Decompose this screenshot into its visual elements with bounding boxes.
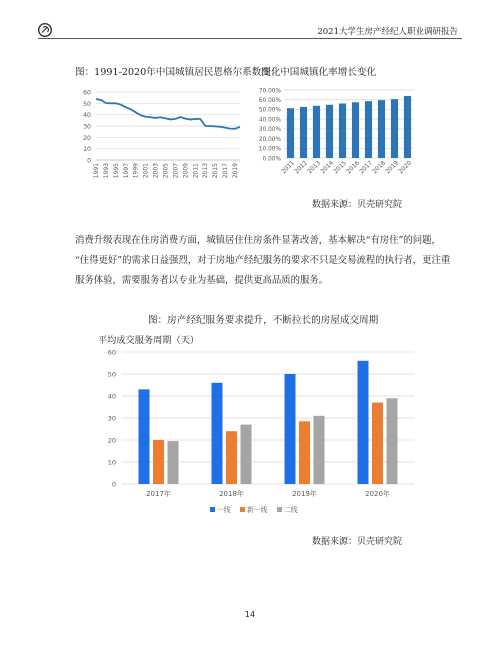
page-number: 14 xyxy=(244,610,256,619)
y-tick-label: 0.00% xyxy=(262,156,281,163)
x-tick-label: 2018年 xyxy=(219,490,244,498)
legend-label: 一线 xyxy=(217,506,231,514)
y-tick-label: 10 xyxy=(83,146,91,154)
x-tick-label: 2013 xyxy=(202,163,210,179)
x-tick-label: 2019年 xyxy=(292,490,317,498)
y-tick-label: 0 xyxy=(111,480,116,489)
x-tick-label: 2005 xyxy=(162,163,170,179)
bar-urbanization-rate xyxy=(365,101,372,158)
figure-caption-engel: 图：1991-2020年中国城镇居民恩格尔系数变化 xyxy=(75,67,281,78)
bar-urbanization-rate xyxy=(313,106,320,158)
x-tick-label: 2018 xyxy=(371,159,388,176)
body-paragraph-line-3: 服务体验，需要服务者以专业为基础，提供更高品质的服务。 xyxy=(75,275,329,286)
bar-new-tier1 xyxy=(153,440,164,484)
x-tick-label: 1995 xyxy=(112,163,120,179)
x-tick-label: 2011 xyxy=(192,163,200,179)
legend-label: 新一线 xyxy=(247,506,268,514)
x-tick-label: 2012 xyxy=(293,159,310,176)
y-tick-label: 40 xyxy=(107,392,116,401)
x-tick-label: 2017 xyxy=(358,159,375,176)
chart-title-avg-cycle: 平均成交服务周期（天） xyxy=(98,335,200,346)
bar-urbanization-rate xyxy=(339,104,346,158)
y-tick-label: 10.00% xyxy=(258,146,281,153)
x-tick-label: 2003 xyxy=(152,163,160,179)
data-source-note: 数据来源：贝壳研究院 xyxy=(312,200,403,210)
x-tick-label: 2016 xyxy=(345,159,362,176)
body-paragraph-line-2: “住得更好”的需求日益强烈，对于房地产经纪服务的要求不只是交易流程的执行者，更注重 xyxy=(75,255,451,266)
bar-tier2 xyxy=(314,416,325,484)
x-tick-label: 2015 xyxy=(332,159,349,176)
y-tick-label: 0 xyxy=(87,157,91,165)
bar-new-tier1 xyxy=(372,403,383,484)
x-tick-label: 2007 xyxy=(172,163,180,179)
x-tick-label: 2020 xyxy=(397,159,414,176)
bar-urbanization-rate xyxy=(300,107,307,158)
legend-swatch xyxy=(277,507,282,512)
bar-tier1 xyxy=(358,361,369,484)
bar-tier1 xyxy=(212,383,223,484)
y-tick-label: 60 xyxy=(107,348,116,357)
y-tick-label: 30.00% xyxy=(258,127,281,134)
transaction-cycle-bar-chart xyxy=(100,346,420,522)
bar-urbanization-rate xyxy=(287,108,294,158)
y-tick-label: 60.00% xyxy=(258,98,281,105)
x-tick-label: 2011 xyxy=(280,159,297,176)
y-tick-label: 20 xyxy=(107,436,116,445)
legend-label: 二线 xyxy=(284,506,298,514)
x-tick-label: 2017年 xyxy=(146,490,171,498)
header-divider xyxy=(38,38,462,39)
y-tick-label: 20.00% xyxy=(258,136,281,143)
bar-tier2 xyxy=(387,398,398,484)
body-paragraph-line-1: 消费升级表现在住房消费方面，城镇居住住房条件显著改善，基本解决“有房住”的问题， xyxy=(75,235,441,246)
legend-swatch xyxy=(240,507,245,512)
data-source-note: 数据来源：贝壳研究院 xyxy=(312,537,403,547)
report-logo-icon xyxy=(38,23,52,37)
x-tick-label: 1993 xyxy=(102,163,110,179)
y-tick-label: 60 xyxy=(83,89,91,97)
bar-urbanization-rate xyxy=(378,100,385,158)
x-tick-label: 2019 xyxy=(384,159,401,176)
x-tick-label: 2014 xyxy=(319,159,336,176)
bar-new-tier1 xyxy=(226,431,237,484)
figure-caption-urbanization: 图：中国城镇化率增长变化 xyxy=(261,67,377,78)
y-tick-label: 40.00% xyxy=(258,117,281,124)
urbanization-bar-chart xyxy=(248,84,420,184)
x-tick-label: 2017 xyxy=(222,163,230,179)
bar-urbanization-rate xyxy=(404,96,411,158)
x-tick-label: 2009 xyxy=(182,163,190,179)
x-tick-label: 2015 xyxy=(212,163,220,179)
y-tick-label: 30 xyxy=(107,414,116,423)
y-tick-label: 50 xyxy=(107,370,116,379)
y-tick-label: 40 xyxy=(83,112,91,120)
legend-swatch xyxy=(210,507,215,512)
x-tick-label: 2013 xyxy=(306,159,323,176)
y-tick-label: 20 xyxy=(83,134,91,142)
header-title: 2021大学生房产经纪人职业调研报告 xyxy=(317,27,458,37)
figure-caption-transaction-cycle: 图：房产经纪服务要求提升，不断拉长的房屋成交周期 xyxy=(148,315,379,326)
bar-urbanization-rate xyxy=(326,105,333,158)
bar-new-tier1 xyxy=(299,421,310,484)
x-tick-label: 1991 xyxy=(93,163,100,179)
y-tick-label: 30 xyxy=(83,123,91,131)
engel-coefficient-line-chart xyxy=(72,84,244,184)
x-tick-label: 2001 xyxy=(142,163,150,179)
bar-tier2 xyxy=(241,425,252,484)
bar-tier2 xyxy=(168,441,179,484)
y-tick-label: 70.00% xyxy=(258,88,281,95)
y-tick-label: 50.00% xyxy=(258,107,281,114)
y-tick-label: 10 xyxy=(107,458,116,467)
bar-urbanization-rate xyxy=(391,99,398,158)
bar-urbanization-rate xyxy=(352,102,359,158)
x-tick-label: 2020年 xyxy=(365,490,390,498)
bar-tier1 xyxy=(139,389,150,484)
bar-tier1 xyxy=(285,374,296,484)
x-tick-label: 2019 xyxy=(232,163,240,179)
x-tick-label: 1999 xyxy=(132,163,140,179)
y-tick-label: 50 xyxy=(83,100,91,108)
x-tick-label: 1997 xyxy=(122,163,130,179)
